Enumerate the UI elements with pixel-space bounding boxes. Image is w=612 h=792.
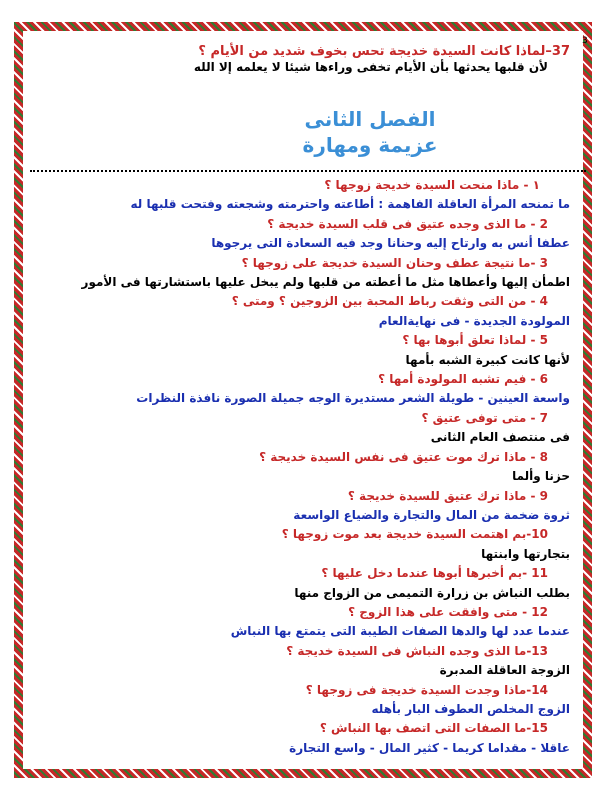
question-14: 14-ماذا وجدت السيدة خديجة فى زوجها ؟ xyxy=(305,682,548,697)
question-2: 2 - ما الذى وجده عتيق فى قلب السيدة خديجة ؟ xyxy=(267,216,548,231)
top-question: 37–لماذا كانت السيدة خديجة تحس بخوف شديد من الأيام ؟ xyxy=(198,44,570,59)
question-1: ١ - ماذا منحت السيدة خديجة زوجها ؟ xyxy=(324,178,540,192)
question-15: 15-ما الصفات التى اتصف بها النباش ؟ xyxy=(319,721,548,736)
question-10: 10-بم اهتمت السيدة خديجة بعد موت زوجها ؟ xyxy=(281,527,548,542)
answer-9: ثروة ضخمة من المال والتجارة والضياع الواسعة xyxy=(293,507,570,522)
answer-6: واسعة العينين - طويلة الشعر مستديرة الوجه جميلة الصورة نافذة النظرات xyxy=(136,391,570,406)
question-3: 3 -ما نتيجة عطف وحنان السيدة خديجة على زوجها ؟ xyxy=(241,255,548,270)
top-answer: لأن قلبها يحدثها بأن الأيام تخفى وراءها شيئا لا يعلمه إلا الله xyxy=(193,60,548,74)
question-12: 12 - متى وافقت على هذا الزوج ؟ xyxy=(348,604,548,619)
answer-15: عاقلا - مقداما كريما - كثير المال - واسع التجارة xyxy=(289,740,570,755)
question-7: 7 - متى توفى عتيق ؟ xyxy=(421,410,548,425)
question-9: 9 - ماذا ترك عتيق للسيدة خديجة ؟ xyxy=(347,488,548,503)
chapter-title: الفصل الثانى xyxy=(304,107,436,131)
answer-10: بتجارتها وابنتها xyxy=(481,546,570,561)
question-8: 8 - ماذا ترك موت عتيق فى نفس السيدة خديجة ؟ xyxy=(259,449,548,464)
answer-3: اطمأن إليها وأعطاها مثل ما أعطته من قلبها ولم يبخل عليها باستشارتها فى الأمور xyxy=(81,275,570,290)
answer-2: عطفا أنس به وارتاح إليه وحنانا وجد فيه السعادة التى يرجوها xyxy=(211,236,570,251)
answer-1: ما تمنحه المرأة العاقلة الفاهمة : أطاعته واحترمته وشجعته وفتحت قلبها له xyxy=(130,197,570,212)
chapter-subtitle: عزيمة ومهارة xyxy=(302,133,438,157)
dotted-divider xyxy=(30,170,586,172)
answer-4: المولودة الجديدة - فى نهايةالعام xyxy=(378,313,570,328)
answer-11: بطلب النباش بن زرارة التميمى من الزواج منها xyxy=(294,585,570,600)
question-13: 13-ما الذى وجده النباش فى السيدة خديجة ؟ xyxy=(286,643,548,658)
answer-12: عندما عدد لها والدها الصفات الطيبة التى يتمتع بها النباش xyxy=(230,624,570,639)
question-11: 11 -بم أخبرها أبوها عندما دخل عليها ؟ xyxy=(321,566,548,581)
answer-8: حزنا وألما xyxy=(512,469,570,484)
answer-14: الزوج المخلص العطوف البار بأهله xyxy=(371,701,570,716)
answer-5: لأنها كانت كبيرة الشبه بأمها xyxy=(405,352,570,367)
answer-7: فى منتصف العام الثانى xyxy=(430,430,570,445)
page-number: 3 xyxy=(582,36,588,46)
page-content xyxy=(30,44,570,758)
question-5: 5 - لماذا تعلق أبوها بها ؟ xyxy=(402,333,548,348)
question-6: 6 - فيم تشبه المولودة أمها ؟ xyxy=(378,372,548,387)
answer-13: الزوجة العاقلة المدبرة xyxy=(439,663,570,678)
question-4: 4 - من التى وثقت رباط المحبة بين الزوجين ؟ ومتى ؟ xyxy=(231,294,548,309)
chapter-heading xyxy=(170,106,570,158)
qa-list xyxy=(30,176,570,758)
